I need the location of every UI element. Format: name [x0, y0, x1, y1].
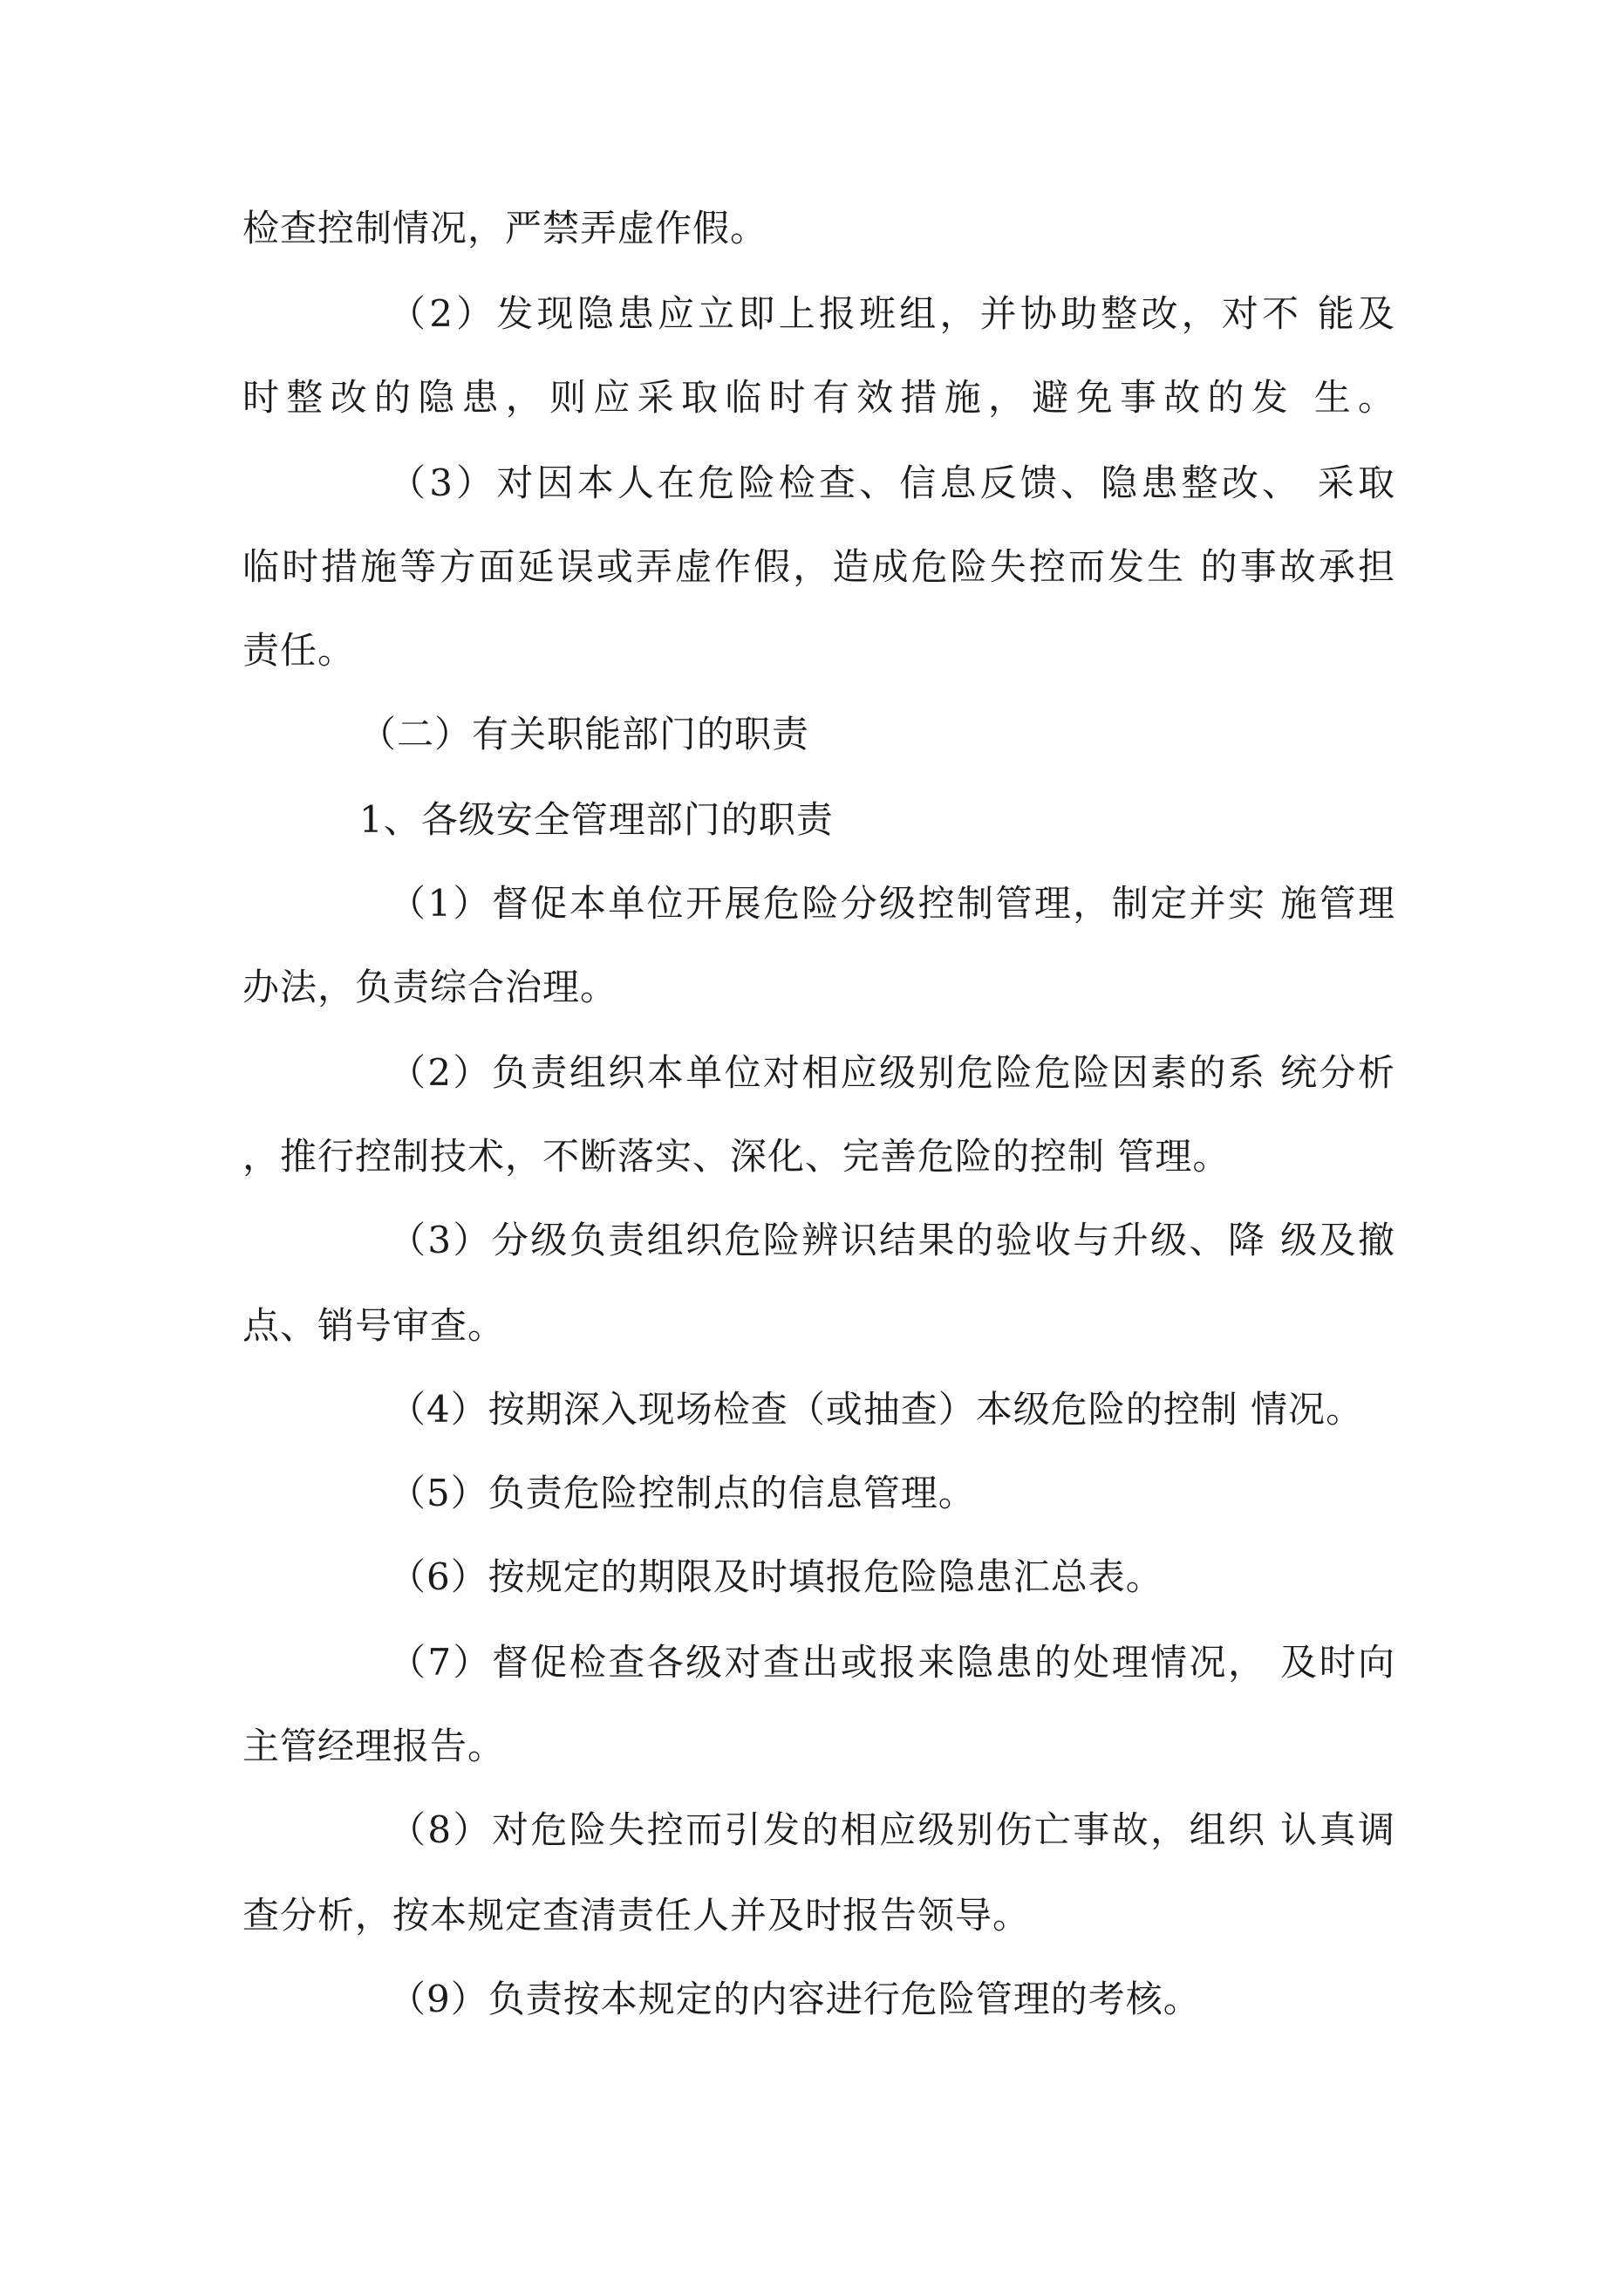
paragraph-line: （1）督促本单位开展危险分级控制管理，制定并实 施管理	[389, 882, 1395, 925]
paragraph-line: （2）负责组织本单位对相应级别危险危险因素的系 统分析	[389, 1051, 1395, 1094]
paragraph-line: 查分析，按本规定查清责任人并及时报告领导。	[242, 1894, 1031, 1937]
paragraph-line: （9）负责按本规定的内容进行危险管理的考核。	[389, 1978, 1201, 2020]
paragraph-line: （2）发现隐患应立即上报班组，并协助整改，对不 能及	[389, 292, 1395, 335]
paragraph-line: （3）分级负责组织危险辨识结果的验收与升级、降 级及撤	[389, 1219, 1395, 1261]
paragraph-line: 检查控制情况，严禁弄虚作假。	[242, 207, 768, 249]
paragraph-line: 办法，负责综合治理。	[242, 966, 618, 1008]
paragraph-line: 责任。	[242, 629, 356, 672]
paragraph-line: 点、销号审查。	[242, 1304, 506, 1347]
section-heading: （二）有关职能部门的职责	[359, 713, 810, 755]
paragraph-line: ，推行控制技术，不断落实、深化、完善危险的控制 管理。	[242, 1135, 1231, 1178]
paragraph-line: 时整改的隐患，则应采取临时有效措施，避免事故的发 生。	[242, 376, 1395, 419]
paragraph-line: （8）对危险失控而引发的相应级别伤亡事故，组织 认真调	[389, 1808, 1395, 1851]
paragraph-line: （4）按期深入现场检查（或抽查）本级危险的控制 情况。	[389, 1388, 1364, 1431]
paragraph-line: （3）对因本人在危险检查、信息反馈、隐患整改、 采取	[389, 461, 1395, 504]
paragraph-line: 主管经理报告。	[242, 1725, 506, 1767]
subsection-heading: 1、各级安全管理部门的职责	[359, 798, 834, 841]
paragraph-line: 临时措施等方面延误或弄虚作假，造成危险失控而发生 的事故承担	[242, 545, 1395, 588]
paragraph-line: （5）负责危险控制点的信息管理。	[389, 1472, 976, 1514]
paragraph-line: （6）按规定的期限及时填报危险隐患汇总表。	[389, 1555, 1163, 1598]
paragraph-line: （7）督促检查各级对查出或报来隐患的处理情况， 及时向	[389, 1641, 1395, 1684]
